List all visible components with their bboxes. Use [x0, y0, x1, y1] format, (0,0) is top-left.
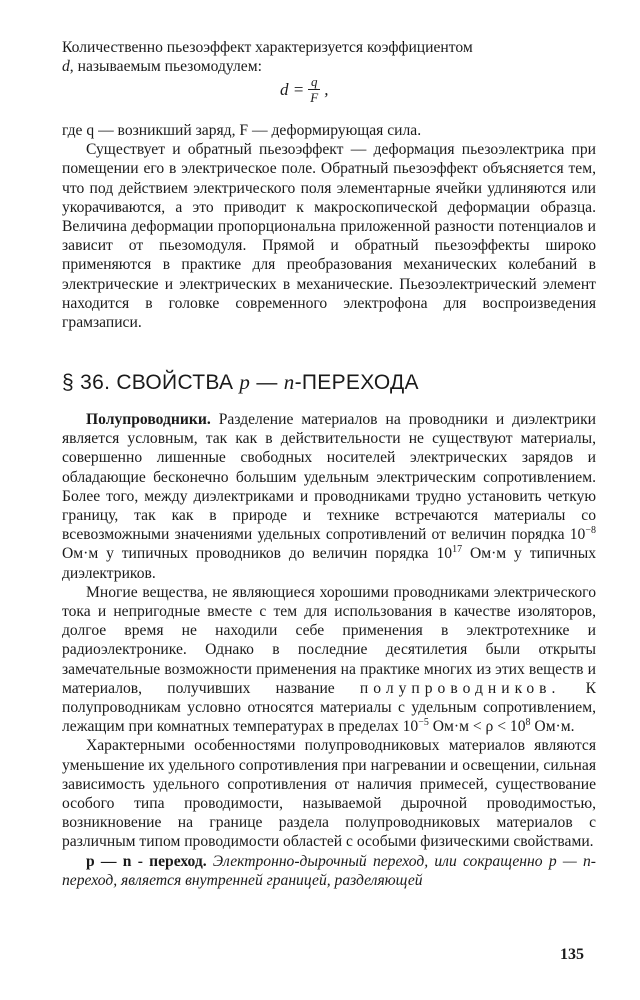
pn-paragraph: [62, 852, 596, 890]
section-heading: [62, 370, 419, 395]
characteristic-paragraph: Характерными особенностями полупроводниковых материалов являются уменьшение их удельного сопротивления при нагревании и освещении, сильная зависимость удельного сопротивления от наличия примесей, существование особого типа проводимости, называемой дырочной проводимостью, возникновение на границе раздела полупроводниковых материалов с различным типом проводимости областей с особыми физическими свойствами.: [62, 737, 596, 851]
exponent-2: 17: [452, 544, 463, 556]
intro-line: [62, 38, 596, 57]
formula-lhs: d =: [280, 79, 305, 99]
many-text-3: Ом·м < ρ < 10: [428, 718, 526, 736]
semiconductors-lead: Полупроводники.: [86, 411, 211, 428]
d-symbol: d: [62, 58, 70, 76]
formula-denominator: F: [310, 90, 319, 105]
pn-lead: p — n - переход.: [86, 852, 207, 870]
spaced-word: полупроводников.: [359, 679, 561, 697]
semiconductors-text-3: Ом·м у типичных диэлектриков.: [62, 545, 596, 582]
exponent-1: −8: [585, 525, 596, 537]
reverse-effect-paragraph: Существует и обратный пьезоэффект — деформация пьезоэлектрика при помещении его в электрическое поле. Обратный пьезоэффект объясняется тем, что под действием электрического поля элементарные ячейки удлиняются или укорачиваются, а это приводит к макроскопической деформации образца. Величина деформации пропорциональна приложенной разности потенциалов и зависит от пьезомодуля. Прямой и обратный пьезоэффекты широко применяются в практике для преобразования механических колебаний в электрические и электрических в механические. Пьезоэлектрический элемент находится в головке современного электрофона для воспроизведения грамзаписи.: [62, 141, 596, 332]
piezomodulus-formula: [280, 74, 328, 105]
intro-text-2: , называемым пьезомодулем:: [69, 58, 262, 76]
section-n: n: [283, 370, 295, 394]
intro-block: [62, 38, 596, 76]
section-suffix: -ПЕРЕХОДА: [294, 371, 419, 394]
body-block: [62, 410, 596, 890]
pn-text: Электронно-дырочный переход, или сокращенно p — n-переход, является внутренней границей, разделяющей: [62, 852, 596, 889]
where-line: где q — возникший заряд, F — деформирующая сила.: [62, 122, 422, 139]
many-text-2: К полупроводникам условно относятся материалы с удельным сопротивлением, лежащим при комнатных температурах в пределах 10: [62, 679, 596, 736]
many-text-1: Многие вещества, не являющиеся хорошими проводниками электрического тока и непригодные вместе с тем для использования в качестве изоляторов, долгое время не находили себе применения в электротехнике и радиоэлектронике. Однако в последние десятилетия были открыты замечательные возможности применения на практике многих из этих веществ и материалов, получивших название: [62, 583, 596, 697]
semiconductors-text-1: Разделение материалов на проводники и диэлектрики является условным, так как в действительности не существуют материалы, совершенно лишенные свободных носителей электрических зарядов и обладающие бесконечно большим удельным электрическим сопротивлением. Более того, между диэлектриками и проводниками трудно установить четкую границу, так как в природе и технике встречаются материалы со всевозможными значениями удельных сопротивлений от величин порядка 10: [62, 411, 596, 544]
formula-numerator: q: [308, 74, 321, 90]
many-text-4: Ом·м.: [530, 718, 575, 736]
section-prefix: § 36. СВОЙСТВА: [62, 371, 234, 394]
intro-text: Количественно пьезоэффект характеризуется коэффициентом: [62, 39, 473, 56]
page-number: 135: [560, 946, 584, 963]
formula-fraction: [307, 74, 321, 105]
section-p: p: [239, 370, 251, 394]
where-block: [62, 121, 596, 332]
intro-line-2: [62, 57, 596, 76]
exponent-4: 8: [525, 717, 531, 729]
formula-tail: ,: [324, 79, 329, 99]
exponent-3: −5: [418, 717, 429, 729]
section-dash: —: [250, 371, 284, 394]
many-substances-paragraph: [62, 583, 596, 737]
semiconductors-paragraph: [62, 410, 596, 583]
semiconductors-text-2: Ом·м у типичных проводников до величин порядка 10: [62, 545, 453, 563]
